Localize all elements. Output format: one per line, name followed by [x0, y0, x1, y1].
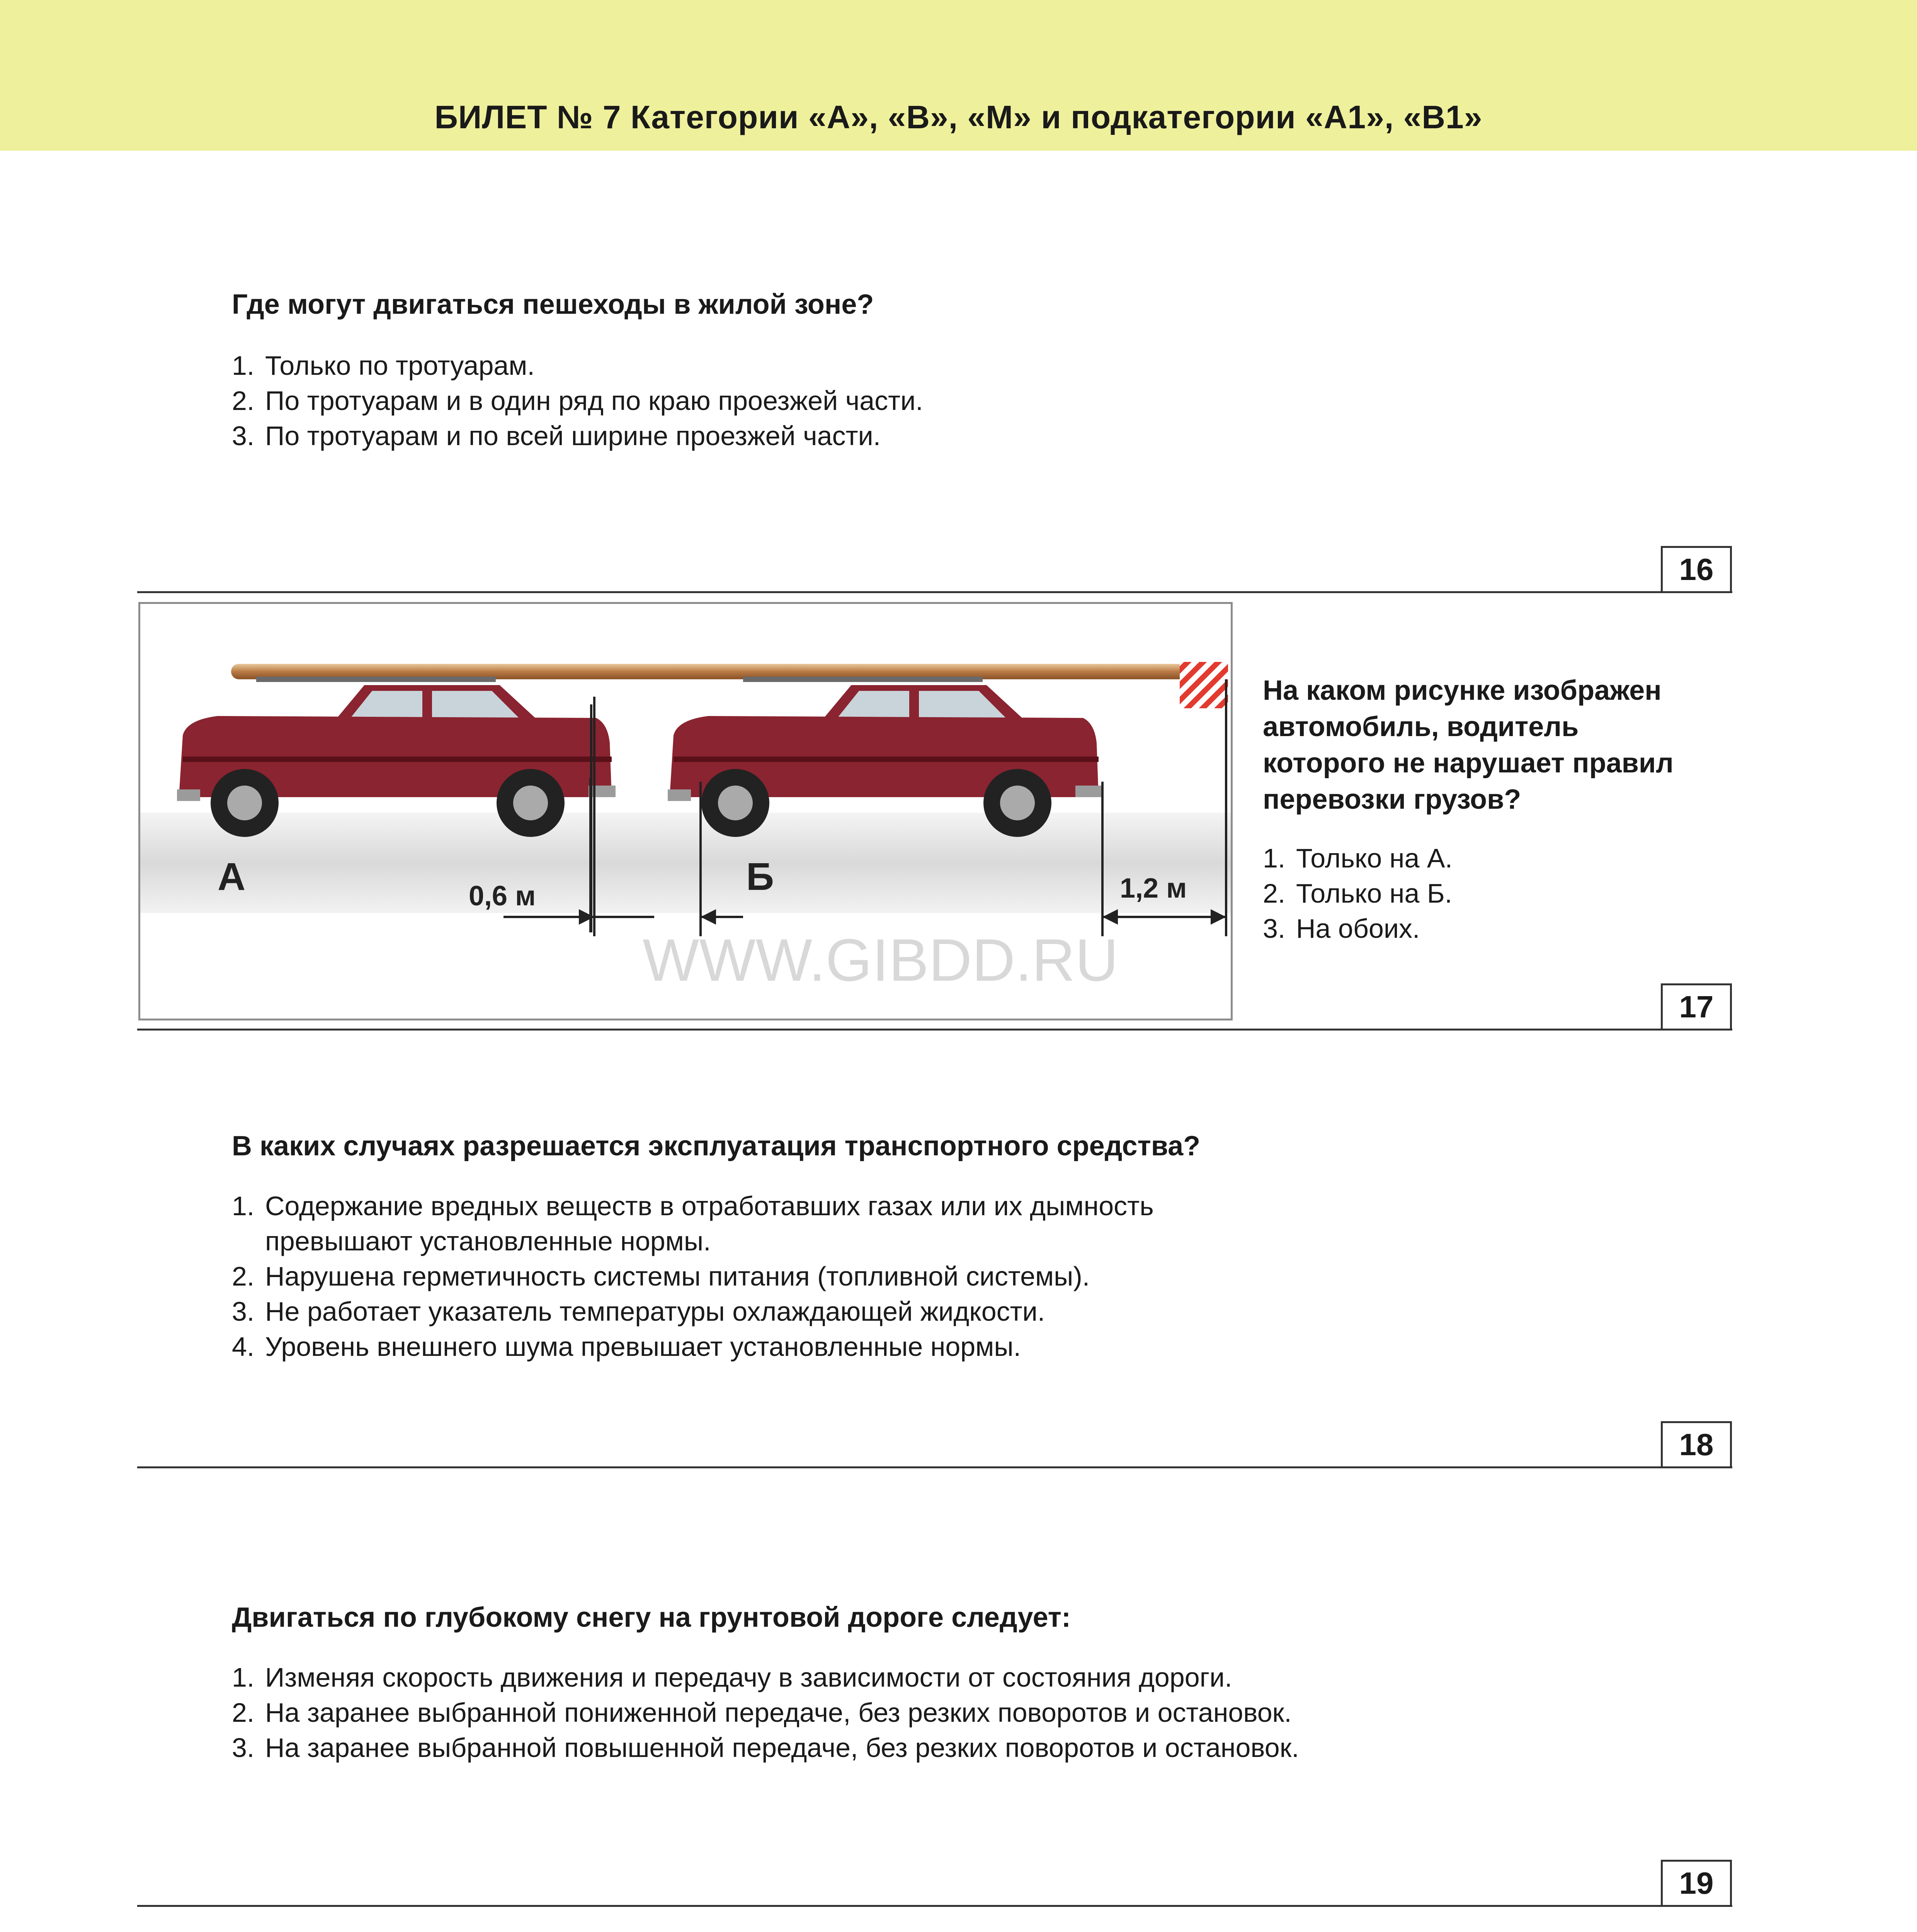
question-block: [232, 1128, 1700, 1364]
question-text: Где могут двигаться пешеходы в жилой зоне?: [232, 289, 874, 320]
label-b: Б: [746, 855, 774, 898]
dimension-a-label: 0,6 м: [469, 881, 536, 912]
dimension-b-label: 1,2 м: [1120, 873, 1187, 904]
answer-list: [232, 1189, 1700, 1364]
warning-flag: [1180, 662, 1228, 708]
page-header: [0, 0, 1917, 151]
section-divider: [137, 1029, 1732, 1031]
answer-option[interactable]: 1. Только по тротуарам.: [232, 350, 535, 381]
answer-option[interactable]: 3. На заранее выбранной повышенной передаче, без резких поворотов и остановок.: [232, 1733, 1299, 1763]
ticket-title: БИЛЕТ № 7 Категории «А», «В», «М» и подкатегории «А1», «В1»: [434, 99, 1483, 135]
car-b: [668, 662, 1228, 837]
answer-option[interactable]: 1. Изменяя скорость движения и передачу в зависимости от состояния дороги.: [232, 1662, 1232, 1692]
answer-list: [232, 1660, 1700, 1765]
section-divider: [137, 591, 1732, 593]
question-number: 19: [1661, 1860, 1732, 1907]
question-number: 17: [1661, 983, 1732, 1031]
cargo-figure: [138, 602, 1233, 1020]
question-block: [232, 1599, 1700, 1765]
question-number: 16: [1661, 546, 1732, 593]
question-number: 18: [1661, 1421, 1732, 1468]
cargo-illustration: [140, 604, 1231, 1019]
answer-option[interactable]: 1. Содержание вредных веществ в отработавших газах или их дымность превышают установленные нормы.: [232, 1191, 1154, 1256]
answer-option[interactable]: 4. Уровень внешнего шума превышает установленные нормы.: [232, 1332, 1021, 1362]
answer-option[interactable]: 3. По тротуарам и по всей ширине проезжей части.: [232, 421, 881, 451]
question-text: В каких случаях разрешается эксплуатация транспортного средства?: [232, 1131, 1201, 1162]
watermark: WWW.GIBDD.RU: [643, 927, 1119, 993]
question-text: Двигаться по глубокому снегу на грунтовой дороге следует:: [232, 1602, 1071, 1633]
question-block: [232, 286, 1700, 454]
section-divider: [137, 1905, 1732, 1907]
question-block: [1263, 672, 1719, 946]
answer-option[interactable]: 2. По тротуарам и в один ряд по краю проезжей части.: [232, 386, 923, 416]
answer-option[interactable]: 3. На обоих.: [1263, 913, 1420, 944]
answer-option[interactable]: 3. Не работает указатель температуры охлаждающей жидкости.: [232, 1296, 1045, 1327]
answer-list: [1263, 841, 1719, 946]
answer-list: [232, 348, 1700, 454]
section-divider: [137, 1466, 1732, 1468]
label-a: А: [218, 855, 246, 898]
answer-option[interactable]: 2. Только на Б.: [1263, 878, 1453, 908]
answer-option[interactable]: 2. Нарушена герметичность системы питания (топливной системы).: [232, 1261, 1090, 1291]
question-text: На каком рисунке изображен автомобиль, водитель которого не нарушает правил перевозки грузов?: [1263, 675, 1674, 815]
answer-option[interactable]: 1. Только на А.: [1263, 843, 1453, 873]
answer-option[interactable]: 2. На заранее выбранной пониженной передаче, без резких поворотов и остановок.: [232, 1697, 1292, 1728]
